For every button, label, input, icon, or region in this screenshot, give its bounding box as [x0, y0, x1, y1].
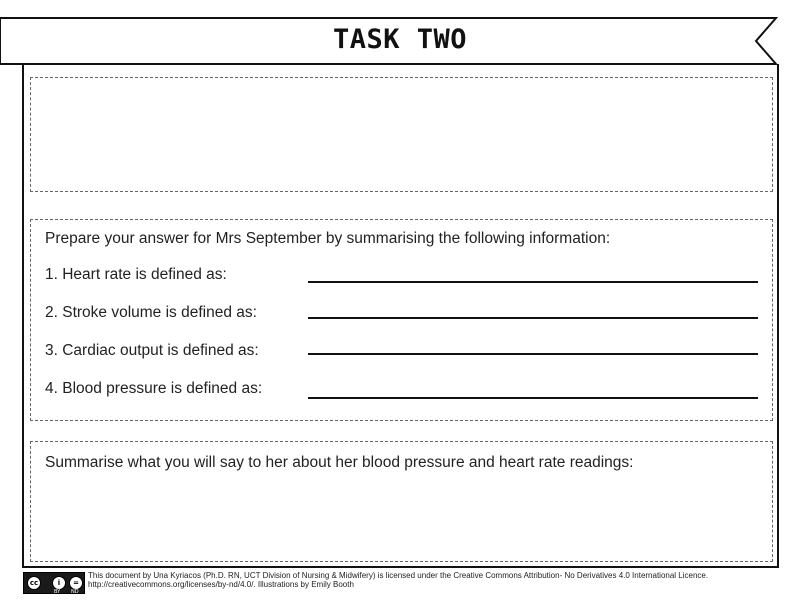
- cc-by-icon: i: [52, 576, 66, 590]
- answer-line-blood-pressure[interactable]: [308, 397, 758, 399]
- license-line-2[interactable]: http://creativecommons.org/licenses/by-nd/4.0/. Illustrations by Emily Booth: [88, 580, 354, 589]
- answer-line-cardiac-output[interactable]: [308, 353, 758, 355]
- cc-icon: cc: [27, 576, 41, 590]
- license-text: [88, 571, 788, 589]
- question-stroke-volume: 2. Stroke volume is defined as:: [45, 304, 257, 321]
- readings-box[interactable]: [30, 441, 773, 562]
- page-title: TASK TWO: [332, 24, 468, 55]
- cc-nd-label: ND: [71, 589, 79, 595]
- answer-line-heart-rate[interactable]: [308, 281, 758, 283]
- page-frame-left: [22, 64, 24, 567]
- definitions-intro: Prepare your answer for Mrs September by summarising the following information:: [45, 230, 611, 247]
- page-frame-right: [777, 64, 779, 567]
- cc-nd-icon: =: [69, 576, 83, 590]
- question-blood-pressure: 4. Blood pressure is defined as:: [45, 380, 263, 397]
- page-frame-bottom: [22, 566, 779, 568]
- answer-box-empty[interactable]: [30, 77, 773, 192]
- question-cardiac-output: 3. Cardiac output is defined as:: [45, 342, 259, 359]
- cc-by-label: BY: [54, 589, 61, 595]
- license-line-1: This document by Una Kyriacos (Ph.D. RN, UCT Division of Nursing & Midwifery) is licensed under the Creative Commons Attribution- No Derivatives 4.0 International Licence.: [88, 571, 709, 580]
- title-banner: [0, 16, 780, 66]
- answer-line-stroke-volume[interactable]: [308, 317, 758, 319]
- readings-prompt: Summarise what you will say to her about her blood pressure and heart rate readings:: [45, 454, 634, 471]
- cc-license-badge[interactable]: [23, 572, 85, 594]
- definitions-box: [30, 219, 773, 421]
- question-heart-rate: 1. Heart rate is defined as:: [45, 266, 227, 283]
